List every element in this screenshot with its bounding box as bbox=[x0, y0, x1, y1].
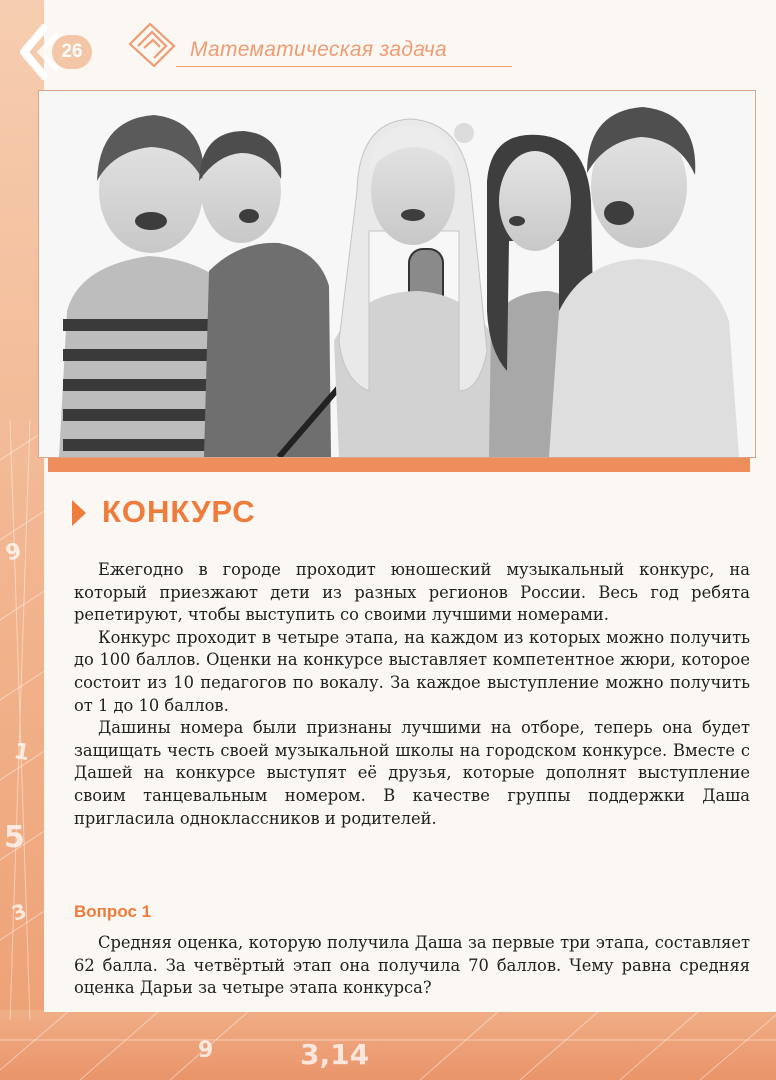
story-text bbox=[74, 559, 750, 830]
bottom-pi-number: 3,14 bbox=[300, 1038, 370, 1071]
header-title: Математическая задача bbox=[190, 38, 447, 61]
paragraph: Дашины номера были признаны лучшими на отборе, теперь она будет защищать честь своей музыкальной школы на городском конкурсе. Вместе с Дашей на конкурсе выступят её друзья, которые дополнят выступление своим танцевальным номером. В качестве группы поддержки Даша пригласила одноклассников и родителей. bbox=[74, 718, 750, 828]
question-label: Вопрос 1 bbox=[74, 902, 152, 921]
photo-illustration bbox=[39, 91, 755, 457]
page-number: 26 bbox=[52, 35, 92, 69]
side-digit: 5 bbox=[4, 820, 25, 855]
bottom-grid-doodle bbox=[0, 1010, 776, 1080]
section-arrow-icon bbox=[72, 500, 86, 526]
paragraph: Ежегодно в городе проходит юношеский музыкальный конкурс, на который приезжают дети из разных регионов России. Весь год ребята репетируют, чтобы выступить со своими лучшими номерами. bbox=[74, 560, 750, 625]
bottom-digit: 9 bbox=[198, 1038, 214, 1063]
side-digit: 3 bbox=[8, 898, 30, 926]
book-logo-icon bbox=[124, 16, 182, 74]
side-digit: 9 bbox=[3, 538, 25, 567]
header-rule bbox=[176, 66, 512, 67]
side-grid-doodle bbox=[0, 420, 46, 1020]
question-text: Средняя оценка, которую получила Даша за первые три этапа, составляет 62 балла. За четвёртый этап она получила 70 баллов. Чему равна средняя оценка Дарьи за четыре этапа конкурса? bbox=[74, 933, 750, 998]
paragraph: Конкурс проходит в четыре этапа, на каждом из которых можно получить до 100 баллов. Оценки на конкурсе выставляет компетентное жюри, которое состоит из 10 педагогов по вокалу. За каждое выступление можно получить от 1 до 10 баллов. bbox=[74, 627, 750, 715]
section-title: КОНКУРС bbox=[102, 494, 256, 529]
side-digit: 1 bbox=[11, 738, 32, 767]
page-header bbox=[0, 0, 776, 90]
children-singing-photo bbox=[38, 90, 756, 458]
